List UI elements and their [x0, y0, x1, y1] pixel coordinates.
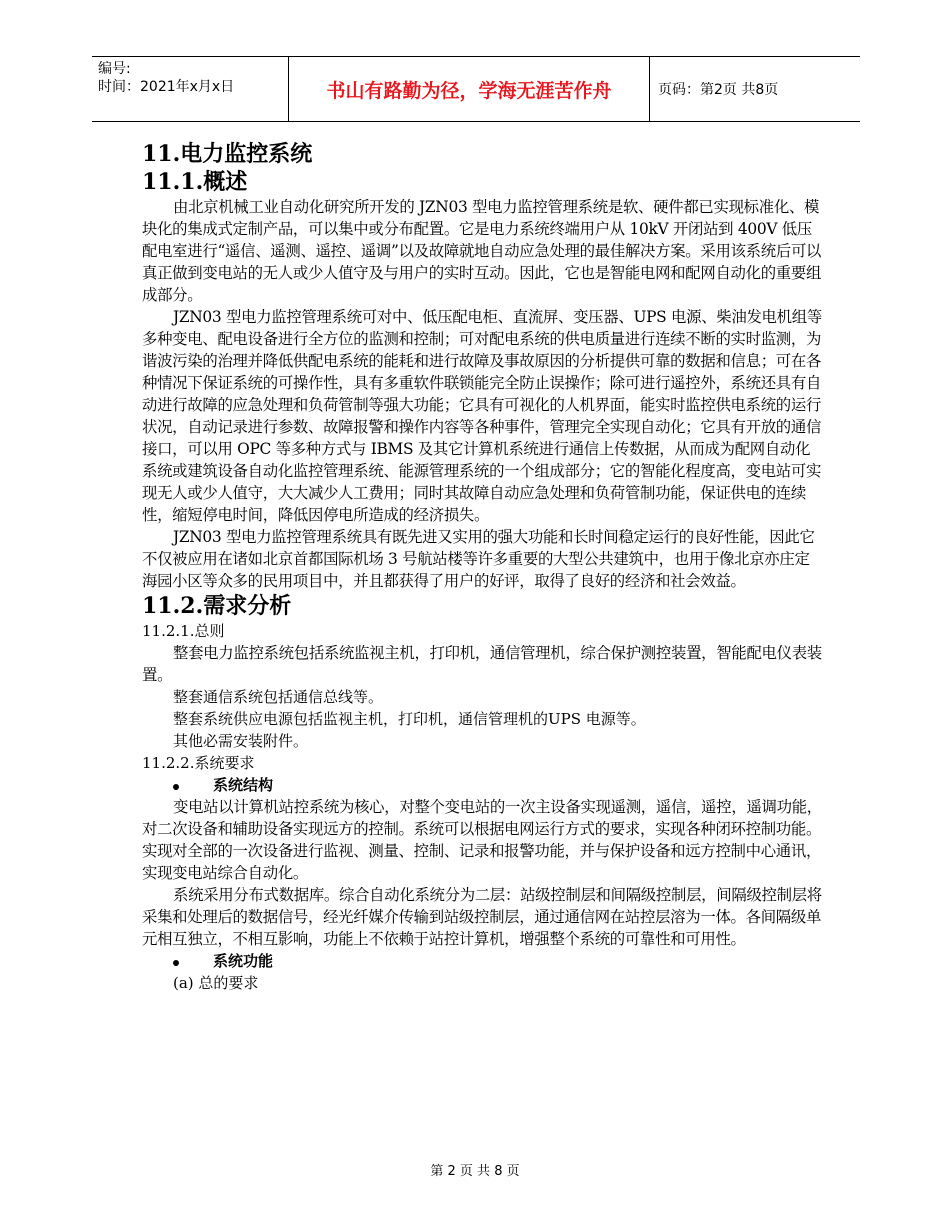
- document-body: [142, 140, 822, 994]
- subsection-11-2-2: 11.2.2.系统要求: [142, 754, 255, 772]
- header-meta: [92, 57, 288, 121]
- overview-paragraph-1: 由北京机械工业自动化研究所开发的 JZN03 型电力监控管理系统是软、硬件都已实现标准化、模块化的集成式定制产品，可以集中或分布配置。它是电力系统终端用户从 10kV 开闭站到 400V 低压配电室进行“遥信、遥测、遥控、遥调”以及故障就地自动应急处理的最佳解决方案。采用该系统后可以真正做到变电站的无人或少人值守及与用户的实时互动。因此，它也是智能电网和配网自动化的重要组成部分。: [142, 198, 822, 304]
- general-item-1: 整套电力监控系统包括系统监视主机，打印机，通信管理机，综合保护测控装置，智能配电仪表装置。: [142, 644, 822, 684]
- structure-paragraph-2: 系统采用分布式数据库。综合自动化系统分为二层：站级控制层和间隔级控制层，间隔级控制层将采集和处理后的数据信号，经光纤媒介传输到站级控制层，通过通信网在站控层溶为一体。各间隔级单元相互独立，不相互影响，功能上不依赖于站控计算机，增强整个系统的可靠性和可用性。: [142, 886, 822, 948]
- overview-paragraph-2: JZN03 型电力监控管理系统可对中、低压配电柜、直流屏、变压器、UPS 电源、柴油发电机组等多种变电、配电设备进行全方位的监测和控制；可对配电系统的供电质量进行连续不断的实时监测，为谐波污染的治理并降低供配电系统的能耗和进行故障及事故原因的分析提供可靠的数据和信息；可在各种情况下保证系统的可操作性，具有多重软件联锁能完全防止误操作；除可进行遥控外，系统还具有自动进行故障的应急处理和负荷管制等强大功能；它具有可视化的人机界面，能实时监控供电系统的运行状况，自动记录进行参数、故障报警和操作内容等各种事件，管理完全实现自动化；它具有开放的通信接口，可以用 OPC 等多种方式与 IBMS 及其它计算机系统进行通信上传数据，从而成为配网自动化系统或建筑设备自动化监控管理系统、能源管理系统的一个组成部分；它的智能化程度高，变电站可实现无人或少人值守，大大减少人工费用；同时其故障自动应急处理和负荷管制功能，保证供电的连续性，缩短停电时间，降低因停电所造成的经济损失。: [142, 308, 822, 524]
- header-page-info: 页码：第2页 共8页: [658, 82, 779, 98]
- bullet-system-function: [142, 950, 822, 972]
- bullet-dot-icon: [173, 950, 213, 972]
- section-11-2-title: 11.2.需求分析: [142, 593, 292, 619]
- page-footer: 第 2 页 共 8 页: [430, 1164, 520, 1179]
- time-label: 时间：2021年x月x日: [98, 79, 235, 95]
- number-label: 编号:: [98, 61, 131, 77]
- bullet-label: 系统功能: [213, 952, 274, 970]
- subsection-11-2-1: 11.2.1.总则: [142, 622, 225, 640]
- page-header: [92, 56, 860, 122]
- header-motto: 书山有路勤为径，学海无涯苦作舟: [288, 57, 650, 121]
- bullet-system-structure: [142, 774, 822, 796]
- general-item-3: 整套系统供应电源包括监视主机，打印机，通信管理机的UPS 电源等。: [173, 710, 646, 728]
- overview-paragraph-3: JZN03 型电力监控管理系统具有既先进又实用的强大功能和长时间稳定运行的良好性能，因此它不仅被应用在诸如北京首都国际机场 3 号航站楼等许多重要的大型公共建筑中，也用于像北京亦庄定海园小区等众多的民用项目中，并且都获得了用户的好评，取得了良好的经济和社会效益。: [142, 528, 815, 590]
- general-item-2: 整套通信系统包括通信总线等。: [173, 688, 384, 706]
- section-11-1-title: 11.1.概述: [142, 169, 248, 195]
- section-11-title: 11.电力监控系统: [142, 141, 313, 167]
- structure-paragraph-1: 变电站以计算机站控系统为核心，对整个变电站的一次主设备实现遥测，遥信，遥控，遥调功能，对二次设备和辅助设备实现远方的控制。系统可以根据电网运行方式的要求，实现各种闭环控制功能。实现对全部的一次设备进行监视、测量、控制、记录和报警功能，并与保护设备和远方控制中心通讯，实现变电站综合自动化。: [142, 798, 822, 882]
- bullet-dot-icon: [173, 774, 213, 796]
- bullet-label: 系统结构: [213, 776, 274, 794]
- function-item-a: (a) 总的要求: [173, 974, 259, 992]
- general-item-4: 其他必需安装附件。: [173, 732, 309, 750]
